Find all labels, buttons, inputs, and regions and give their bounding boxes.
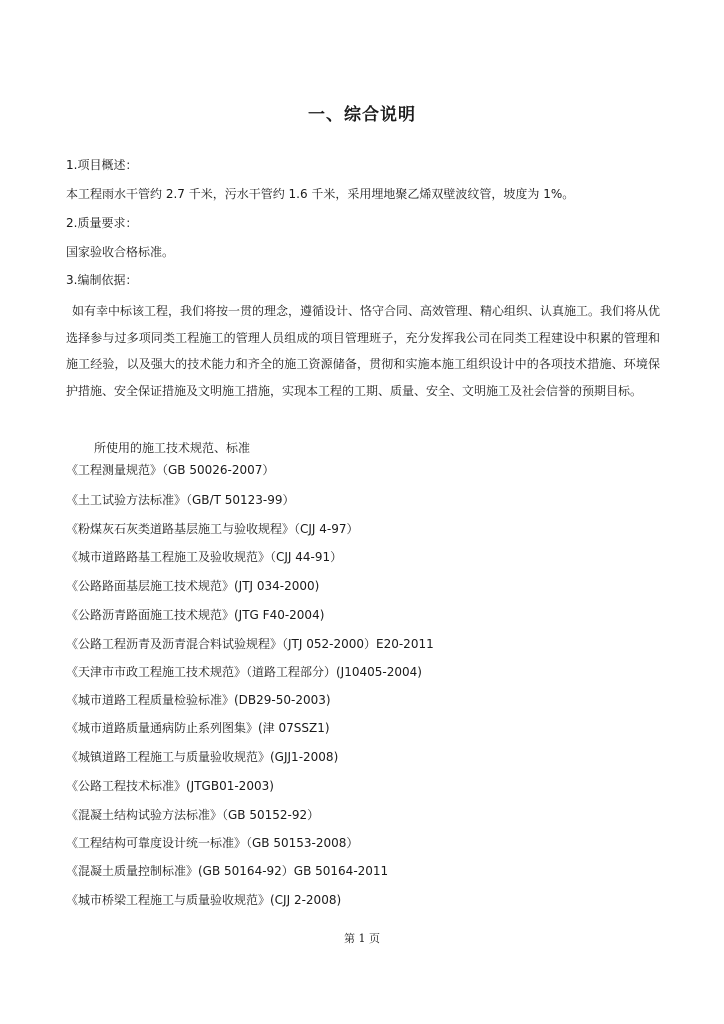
overview-text: 本工程雨水干管约 2.7 千米，污水干管约 1.6 千米，采用埋地聚乙烯双壁波纹管，坡度为 1%。 — [66, 187, 575, 201]
standard-item: 《混凝土质量控制标准》(GB 50164-92）GB 50164-2011 — [66, 864, 389, 878]
document-title: 一、综合说明 — [308, 105, 416, 125]
standard-item: 《粉煤灰石灰类道路基层施工与验收规程》（CJJ 4-97） — [66, 522, 359, 536]
standard-item: 《土工试验方法标准》（GB/T 50123-99） — [66, 493, 295, 507]
page-number-footer: 第 1 页 — [344, 932, 380, 945]
standard-item: 《公路工程技术标准》(JTGB01-2003) — [66, 779, 274, 793]
standard-item: 《城镇道路工程施工与质量验收规范》(GJJ1-2008) — [66, 750, 339, 764]
basis-heading: 3.编制依据： — [66, 273, 138, 287]
standard-item: 《公路路面基层施工技术规范》(JTJ 034-2000) — [66, 579, 320, 593]
basis-paragraph: 如有幸中标该工程，我们将按一贯的理念，遵循设计、恪守合同、高效管理、精心组织、认真施工。我们将从优选择参与过多项同类工程施工的管理人员组成的项目管理班子，充分发挥我公司在同类工程建设中积累的管理和施工经验，以及强大的技术能力和齐全的施工资源储备，贯彻和实施本施工组织设计中的各项技术措施、环境保护措施、安全保证措施及文明施工措施，实现本工程的工期、质量、安全、文明施工及社会信誉的预期目标。 — [66, 304, 661, 398]
standard-item: 《天津市市政工程施工技术规范》（道路工程部分）(J10405-2004) — [66, 665, 422, 679]
standard-item: 《混凝土结构试验方法标准》（GB 50152-92） — [66, 808, 320, 822]
overview-heading: 1.项目概述： — [66, 158, 138, 172]
standard-item: 《城市桥梁工程施工与质量验收规范》(CJJ 2-2008) — [66, 893, 342, 907]
standard-item: 《公路沥青路面施工技术规范》(JTG F40-2004) — [66, 608, 325, 622]
quality-heading: 2.质量要求： — [66, 216, 138, 230]
standard-item: 《城市道路路基工程施工及验收规范》（CJJ 44-91） — [66, 550, 343, 564]
standard-item: 《工程测量规范》（GB 50026-2007） — [66, 463, 275, 477]
standard-item: 《城市道路质量通病防止系列图集》(津 07SSZ1) — [66, 721, 330, 735]
standard-item: 《公路工程沥青及沥青混合料试验规程》（JTJ 052-2000）E20-2011 — [66, 637, 434, 651]
quality-text: 国家验收合格标准。 — [66, 245, 175, 259]
standard-item: 《城市道路工程质量检验标准》(DB29-50-2003) — [66, 693, 331, 707]
standards-heading: 所使用的施工技术规范、标准 — [94, 441, 251, 455]
standard-item: 《工程结构可靠度设计统一标准》（GB 50153-2008） — [66, 836, 359, 850]
